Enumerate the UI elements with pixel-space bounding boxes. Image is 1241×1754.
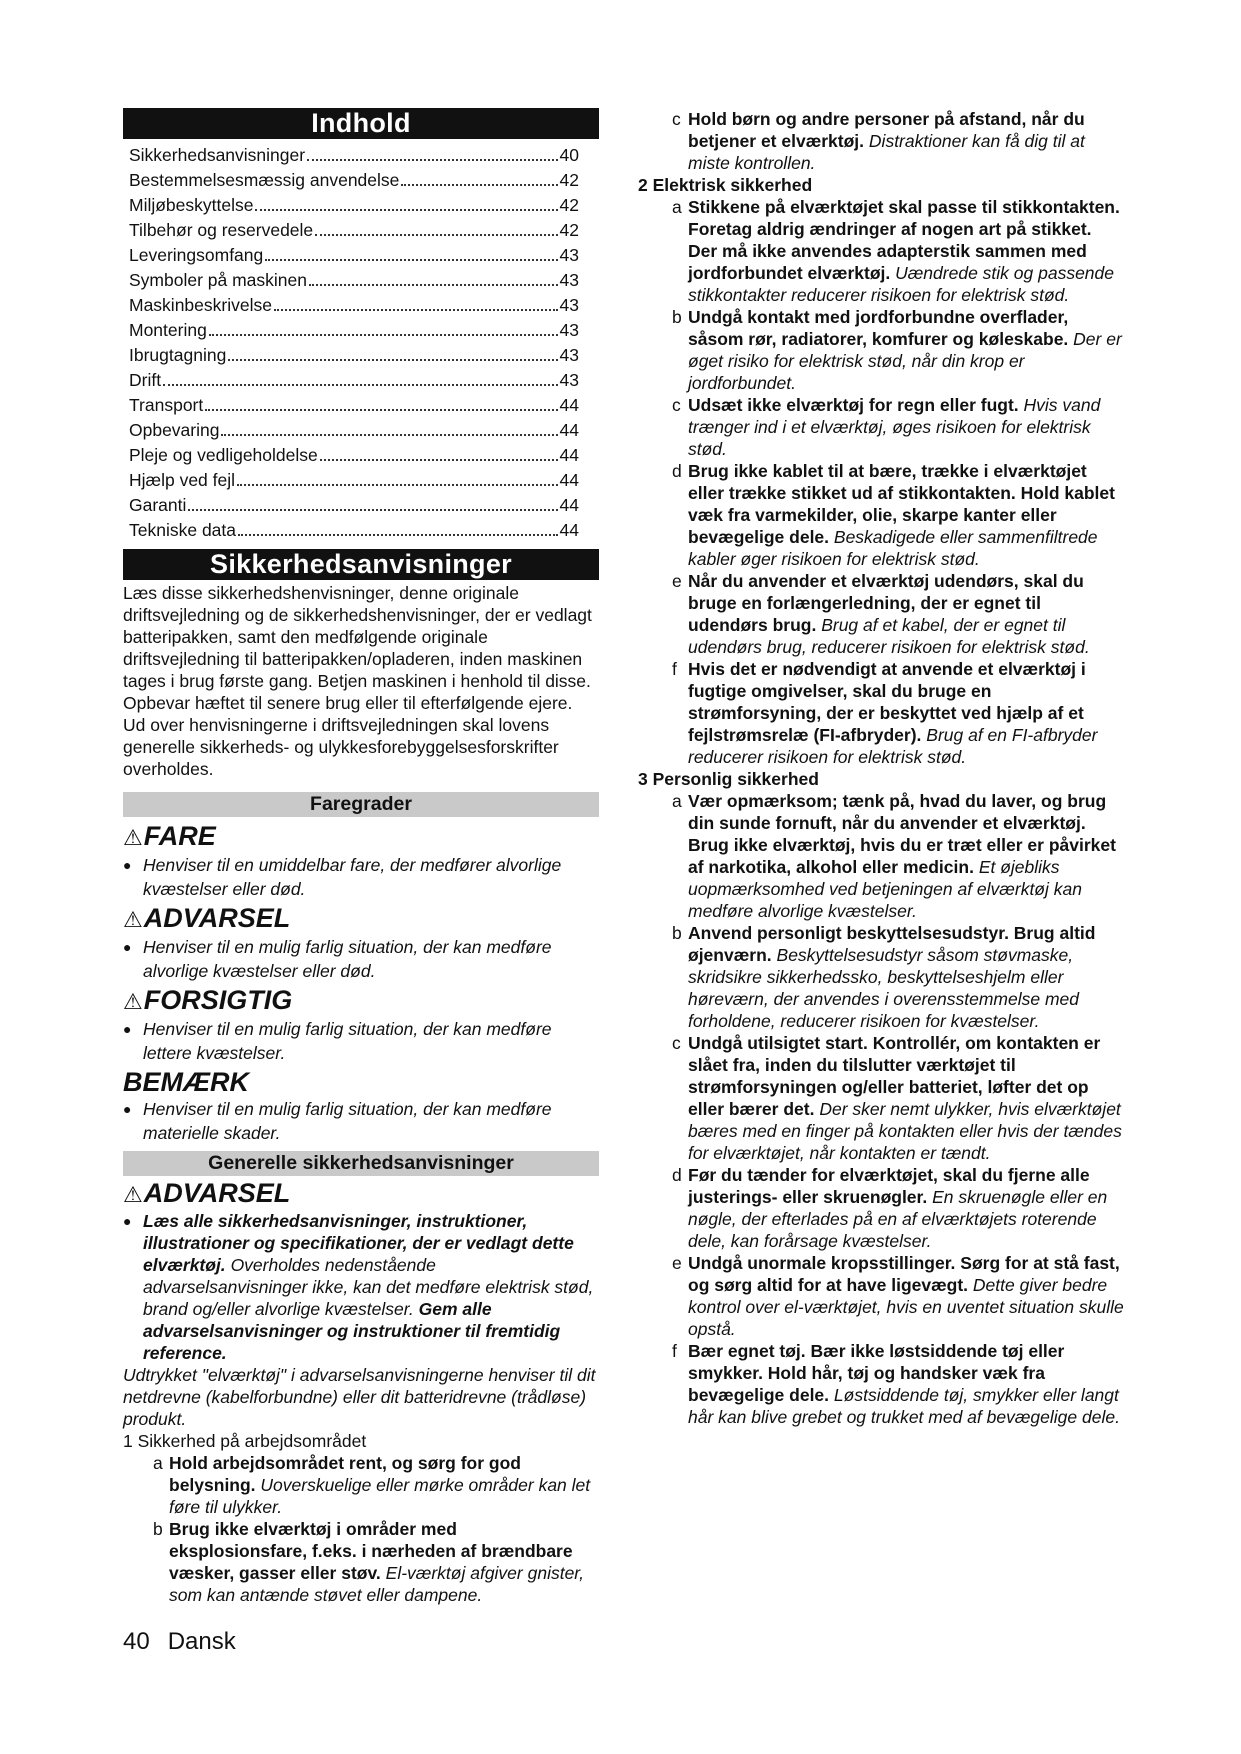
safety-item-italic: Distraktioner kan få dig til at miste kontrollen. [688, 131, 1085, 173]
toc-entry [129, 518, 579, 543]
safety-item-letter: f [672, 1341, 677, 1361]
toc-entry [129, 493, 579, 518]
safety-item-bold: Undgå utilsigtet start. Kontrollér, om kontakten er slået fra, inden du tilslutter værktøjet til strømforsyningen og/eller batteriet, løfter det op eller bærer det. [688, 1033, 1101, 1119]
safety-item-italic: Uoverskuelige eller mørke områder kan let føre til ulykker. [169, 1475, 591, 1517]
hazard-level-bullet [123, 1017, 599, 1065]
warning-triangle-icon: ⚠ [123, 907, 143, 932]
safety-section-heading [638, 768, 1124, 790]
toc-entry-title: Tekniske data [129, 520, 237, 540]
safety-section-title: Personlig sikkerhed [652, 769, 819, 789]
safety-item-italic: Et øjebliks uopmærksomhed ved betjeningen af elværktøj kan medføre alvorlige kvæstelser. [688, 857, 1082, 921]
toc-leader-dots [320, 443, 558, 461]
safety-item-italic: Der sker nemt ulykker, hvis elværktøjet bæres med en finger på kontakten eller hvis der tændes for elværktøjet, når kontakten er tændt. [688, 1099, 1122, 1163]
toc-entry [129, 243, 579, 268]
hazard-level-heading [123, 821, 599, 853]
warning-triangle-icon: ⚠ [123, 825, 143, 850]
safety-item-bold: Brug ikke kablet til at bære, trække i elværktøjet eller trække stikket ud af stikkontakten. Hold kablet væk fra varmekilder, olie, skarpe kanter eller bevægelige dele. [688, 461, 1115, 547]
hazard-level-label: FARE [143, 821, 216, 851]
hazards-heading: Faregrader [123, 792, 599, 817]
safety-section-heading [123, 1430, 599, 1452]
toc-entry-page: 42 [559, 220, 579, 240]
hazard-level-bullet [123, 853, 599, 901]
toc-leader-dots [255, 193, 557, 211]
safety-item-bold: Før du tænder for elværktøjet, skal du fjerne alle justerings- eller skruenøgler. [688, 1165, 1090, 1207]
toc-entry-title: Maskinbeskrivelse [129, 295, 272, 315]
safety-intro-2: Ud over henvisningerne i driftsvejledningen skal lovens generelle sikkerheds- og ulykkesforebyggelsesforskrifter overholdes. [123, 715, 559, 779]
toc-list [123, 143, 579, 543]
safety-item-bold: Hvis det er nødvendigt at anvende et elværktøj i fugtige omgivelser, skal du bruge en strømforsyning, der er beskyttet ved hjælp af et fejlstrømsrelæ (FI-afbryder). [688, 659, 1086, 745]
safety-item [638, 1032, 1124, 1164]
safety-item [638, 790, 1124, 922]
toc-entry-title: Garanti [129, 495, 187, 515]
safety-item [638, 1164, 1124, 1252]
safety-section-number: 2 [638, 175, 648, 195]
toc-entry [129, 418, 579, 443]
safety-item-bold: Stikkene på elværktøjet skal passe til stikkontakten. Foretag aldrig ændringer af nogen art på stikket. Der må ikke anvendes adapterstik sammen med jordforbundet elværktøj. [688, 197, 1120, 283]
hazard-level-text: Henviser til en umiddelbar fare, der medfører alvorlige kvæstelser eller død. [143, 855, 562, 899]
general-heading: Generelle sikkerhedsanvisninger [123, 1151, 599, 1176]
safety-item-letter: c [672, 1033, 681, 1053]
toc-entry-page: 44 [559, 520, 579, 540]
toc-entry-page: 43 [559, 320, 579, 340]
left-column [123, 108, 599, 1606]
toc-entry [129, 318, 579, 343]
bullet-icon: ● [123, 939, 132, 955]
toc-leader-dots [315, 218, 557, 236]
toc-entry-page: 43 [559, 270, 579, 290]
general-warning-bold: Læs alle sikkerhedsanvisninger, instruktioner, illustrationer og specifikationer, der er vedlagt dette elværktøj. [143, 1211, 574, 1275]
warning-triangle-icon: ⚠ [123, 989, 143, 1014]
safety-item-letter: a [672, 197, 682, 217]
toc-entry-title: Ibrugtagning [129, 345, 227, 365]
safety-item-bold: Undgå unormale kropsstillinger. Sørg for at stå fast, og sørg altid for at have ligevægt. [688, 1253, 1120, 1295]
toc-leader-dots [265, 243, 557, 261]
safety-item-italic: Løstsiddende tøj, smykker eller langt hår kan blive grebet og trukket med af bevægelige dele. [688, 1385, 1120, 1427]
safety-item-bold: Når du anvender et elværktøj udendørs, skal du bruge en forlængerledning, der er egnet til udendørs brug. [688, 571, 1084, 635]
toc-entry [129, 143, 579, 168]
right-column [638, 108, 1124, 1428]
toc-entry-page: 44 [559, 445, 579, 465]
safety-item [638, 196, 1124, 306]
toc-entry-title: Bestemmelsesmæssig anvendelse [129, 170, 400, 190]
general-warning-bullet [123, 1210, 599, 1364]
hazard-level-text: Henviser til en mulig farlig situation, der kan medføre lettere kvæstelser. [143, 1019, 552, 1063]
safety-item-italic: Beskyttelsesudstyr såsom støvmaske, skridsikre sikkerhedssko, beskyttelseshjelm eller høreværn, der anvendes i overensstemmelse med forholdene, reducerer risikoen for kvæstelser. [688, 945, 1080, 1031]
safety-item [123, 1518, 599, 1606]
toc-leader-dots [401, 168, 557, 186]
toc-leader-dots [205, 393, 557, 411]
toc-leader-dots [307, 143, 557, 161]
hazard-level-label: BEMÆRK [123, 1067, 249, 1097]
hazard-level-text: Henviser til en mulig farlig situation, der kan medføre materielle skader. [143, 1099, 552, 1143]
toc-leader-dots [228, 343, 557, 361]
toc-entry-title: Drift [129, 370, 162, 390]
bullet-icon: ● [123, 1213, 132, 1229]
definition-text: Udtrykket "elværktøj" i advarselsanvisningerne henviser til dit netdrevne (kabelforbundne) eller dit batteridrevne (trådløse) produkt. [123, 1365, 596, 1429]
bullet-icon: ● [123, 857, 132, 873]
general-warning-heading [123, 1178, 599, 1210]
safety-section-title: Elektrisk sikkerhed [652, 175, 813, 195]
safety-item-letter: d [672, 461, 682, 481]
warning-triangle-icon: ⚠ [123, 1182, 143, 1207]
general-warning-italic: Overholdes nedenstående advarselsanvisninger ikke, kan det medføre elektrisk stød, brand og/eller alvorlige kvæstelser. [143, 1255, 594, 1319]
safety-item-italic: Der er øget risiko for elektrisk stød, når din krop er jordforbundet. [688, 329, 1122, 393]
page-number: 40 [123, 1628, 150, 1655]
safety-section-heading [638, 174, 1124, 196]
toc-entry [129, 168, 579, 193]
toc-entry-title: Montering [129, 320, 207, 340]
safety-item-letter: b [153, 1519, 163, 1539]
safety-item-bold: Brug ikke elværktøj i områder med eksplosionsfare, f.eks. i nærheden af brændbare væsker, gasser eller støv. [169, 1519, 573, 1583]
hazard-levels [123, 821, 599, 1145]
toc-leader-dots [237, 468, 558, 486]
safety-item [638, 394, 1124, 460]
toc-entry-title: Hjælp ved fejl [129, 470, 236, 490]
toc-entry [129, 193, 579, 218]
safety-item-letter: e [672, 1253, 682, 1273]
sections-left [123, 1430, 599, 1606]
toc-entry [129, 343, 579, 368]
safety-item-italic: Brug af et kabel, der er egnet til udendørs brug, reducerer risikoen for elektrisk stød. [688, 615, 1090, 657]
safety-section-number: 1 [123, 1431, 133, 1451]
toc-entry-page: 43 [559, 245, 579, 265]
toc-leader-dots [238, 518, 558, 536]
safety-item-italic: En skruenøgle eller en nøgle, der efterlades på en af elværktøjets roterende dele, kan forårsage kvæstelser. [688, 1187, 1108, 1251]
toc-entry-page: 43 [559, 345, 579, 365]
toc-leader-dots [309, 268, 558, 286]
toc-leader-dots [188, 493, 557, 511]
toc-entry-page: 42 [559, 170, 579, 190]
safety-item [638, 1340, 1124, 1428]
safety-item-italic: Beskadigede eller sammenfiltrede kabler øger risikoen for elektrisk stød. [688, 527, 1098, 569]
toc-entry-title: Miljøbeskyttelse [129, 195, 254, 215]
hazard-level-heading [123, 985, 599, 1017]
toc-entry-title: Symboler på maskinen [129, 270, 307, 290]
safety-item-letter: a [153, 1453, 163, 1473]
toc-entry-page: 40 [559, 145, 579, 165]
safety-item-letter: c [672, 109, 681, 129]
safety-item [638, 658, 1124, 768]
toc-entry-title: Transport [129, 395, 204, 415]
toc-entry-page: 42 [559, 195, 579, 215]
safety-item [638, 570, 1124, 658]
safety-item-letter: f [672, 659, 677, 679]
general-warning-label: ADVARSEL [143, 1178, 291, 1208]
toc-entry [129, 268, 579, 293]
toc-leader-dots [221, 418, 557, 436]
hazard-level-label: ADVARSEL [143, 903, 291, 933]
safety-item-bold: Anvend personligt beskyttelsesudstyr. Brug altid øjenværn. [688, 923, 1096, 965]
safety-item-letter: a [672, 791, 682, 811]
hazard-level-label: FORSIGTIG [143, 985, 293, 1015]
safety-item-letter: c [672, 395, 681, 415]
toc-entry-title: Opbevaring [129, 420, 220, 440]
safety-item-italic: El-værktøj afgiver gnister, som kan antænde støvet eller dampene. [169, 1563, 585, 1605]
safety-item-bold: Undgå kontakt med jordforbundne overflader, såsom rør, radiatorer, komfurer og køleskabe. [688, 307, 1069, 349]
toc-entry [129, 393, 579, 418]
toc-entry-title: Leveringsomfang [129, 245, 264, 265]
safety-item [638, 306, 1124, 394]
safety-item-letter: d [672, 1165, 682, 1185]
safety-item-bold: Bær egnet tøj. Bær ikke løstsiddende tøj eller smykker. Hold hår, tøj og handsker væk fra bevægelige dele. [688, 1341, 1065, 1405]
toc-entry-page: 44 [559, 495, 579, 515]
safety-item [638, 108, 1124, 174]
toc-entry-page: 44 [559, 470, 579, 490]
toc-entry-page: 44 [559, 420, 579, 440]
sections-right [638, 108, 1124, 1428]
hazard-level-bullet [123, 935, 599, 983]
safety-item-italic: Dette giver bedre kontrol over el-værktøjet, hvis en uventet situation skulle opstå. [688, 1275, 1124, 1339]
safety-item [638, 460, 1124, 570]
toc-leader-dots [209, 318, 558, 336]
toc-heading: Indhold [123, 108, 599, 139]
safety-item [123, 1452, 599, 1518]
hazard-level-bullet [123, 1097, 599, 1145]
toc-entry [129, 468, 579, 493]
hazard-level-text: Henviser til en mulig farlig situation, der kan medføre alvorlige kvæstelser eller død. [143, 937, 552, 981]
page-footer [123, 1628, 254, 1656]
hazard-level-heading [123, 1067, 599, 1097]
bullet-icon: ● [123, 1021, 132, 1037]
toc-leader-dots [163, 368, 557, 386]
toc-entry [129, 218, 579, 243]
safety-item [638, 922, 1124, 1032]
general-warning-bold-2: Gem alle advarselsanvisninger og instruktioner til fremtidig reference. [143, 1299, 561, 1363]
toc-entry-page: 43 [559, 370, 579, 390]
toc-entry [129, 368, 579, 393]
safety-item-bold: Vær opmærksom; tænk på, hvad du laver, og brug din sunde fornuft, når du anvender et elværktøj. Brug ikke elværktøj, hvis du er træt eller er påvirket af narkotika, alkohol eller medicin. [688, 791, 1116, 877]
bullet-icon: ● [123, 1101, 132, 1117]
safety-item-letter: b [672, 307, 682, 327]
safety-heading: Sikkerhedsanvisninger [123, 549, 599, 580]
safety-item-italic: Hvis vand trænger ind i et elværktøj, øges risikoen for elektrisk stød. [688, 395, 1101, 459]
toc-entry-title: Pleje og vedligeholdelse [129, 445, 318, 465]
footer-language: Dansk [167, 1628, 236, 1655]
safety-item [638, 1252, 1124, 1340]
safety-item-bold: Hold børn og andre personer på afstand, når du betjener et elværktøj. [688, 109, 1085, 151]
safety-item-letter: e [672, 571, 682, 591]
toc-entry-title: Tilbehør og reservedele [129, 220, 314, 240]
safety-item-italic: Uændrede stik og passende stikkontakter reducerer risikoen for elektrisk stød. [688, 263, 1114, 305]
toc-leader-dots [274, 293, 558, 311]
toc-entry-page: 44 [559, 395, 579, 415]
toc-entry [129, 293, 579, 318]
safety-item-letter: b [672, 923, 682, 943]
safety-section-title: Sikkerhed på arbejdsområdet [137, 1431, 367, 1451]
safety-item-bold: Udsæt ikke elværktøj for regn eller fugt. [688, 395, 1019, 415]
toc-entry-page: 43 [559, 295, 579, 315]
hazard-level-heading [123, 903, 599, 935]
safety-section-number: 3 [638, 769, 648, 789]
safety-intro-1: Læs disse sikkerhedshenvisninger, denne originale driftsvejledning og de sikkerhedshenvisninger, der er vedlagt batteripakken, samt den medfølgende originale driftsvejledning til batteripakken/opladeren, inden maskinen tages i brug første gang. Betjen maskinen i henhold til disse. Opbevar hæftet til senere brug eller til efterfølgende ejere. [123, 583, 592, 713]
toc-entry-title: Sikkerhedsanvisninger [129, 145, 306, 165]
safety-item-italic: Brug af en FI-afbryder reducerer risikoen for elektrisk stød. [688, 725, 1098, 767]
safety-item-bold: Hold arbejdsområdet rent, og sørg for god belysning. [169, 1453, 521, 1495]
toc-entry [129, 443, 579, 468]
